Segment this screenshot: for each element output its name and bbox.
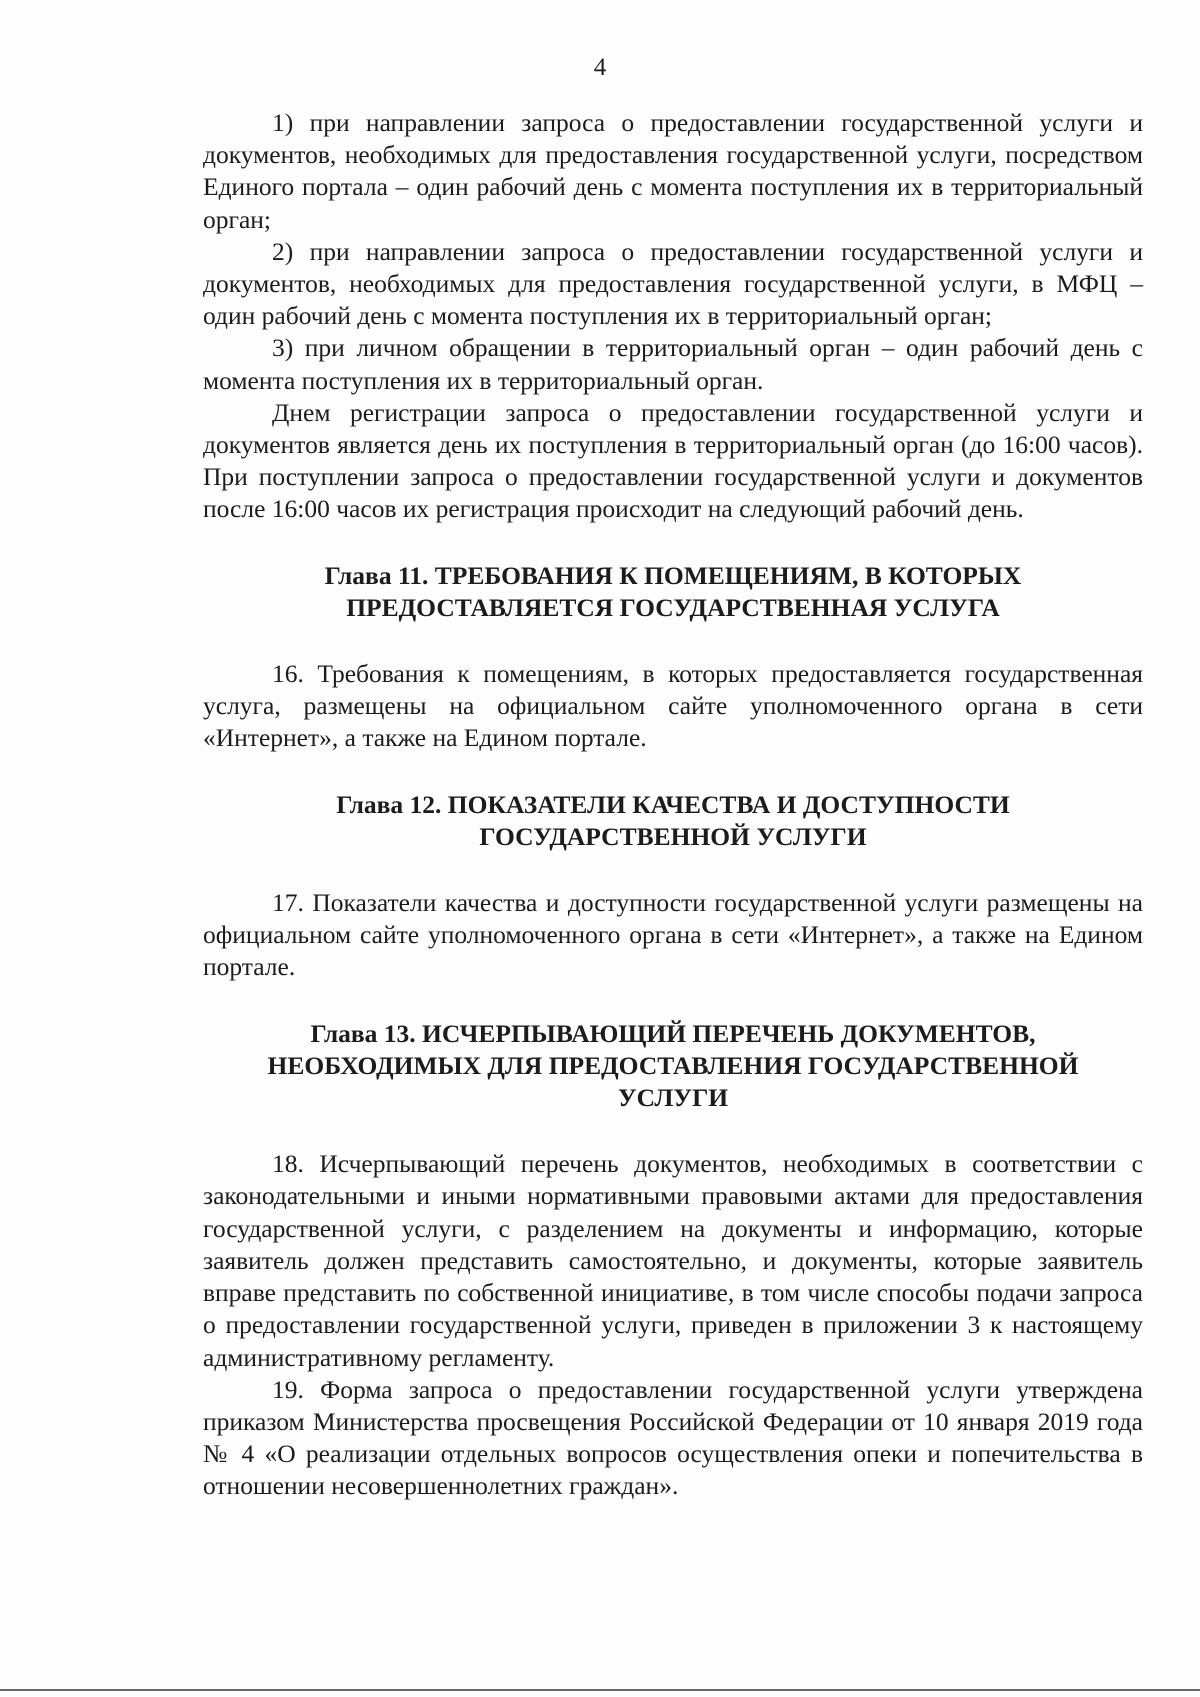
- paragraph-item-3: 3) при личном обращении в территориальный орган – один рабочий день с момента поступления их в территориальный орган.: [203, 333, 1143, 395]
- document-body: [203, 107, 1143, 1503]
- paragraph-registration-day: Днем регистрации запроса о предоставлении государственной услуги и документов является день их поступления в территориальный орган (до 16:00 часов). При поступлении запроса о предоставлении государственной услуги и документов после 16:00 часов их регистрация происходит на следующий рабочий день.: [203, 397, 1143, 524]
- chapter-11-heading: Глава 11. ТРЕБОВАНИЯ К ПОМЕЩЕНИЯМ, В КОТОРЫХ ПРЕДОСТАВЛЯЕТСЯ ГОСУДАРСТВЕННАЯ УСЛУГА: [324, 560, 1022, 622]
- chapter-12-heading: Глава 12. ПОКАЗАТЕЛИ КАЧЕСТВА И ДОСТУПНОСТИ ГОСУДАРСТВЕННОЙ УСЛУГИ: [336, 789, 1010, 851]
- paragraph-18: 18. Исчерпывающий перечень документов, необходимых в соответствии с законодательными и иными нормативными правовыми актами для предоставления государственной услуги, с разделением на документы и информацию, которые заявитель должен представить самостоятельно, и документы, которые заявитель вправе представить по собственной инициативе, в том числе способы подачи запроса о предоставлении государственной услуги, приведен в приложении 3 к настоящему административному регламенту.: [203, 1149, 1143, 1372]
- paragraph-16: 16. Требования к помещениям, в которых предоставляется государственная услуга, размещены на официальном сайте уполномоченного органа в сети «Интернет», а также на Едином портале.: [203, 659, 1143, 753]
- bottom-scan-edge: [0, 1689, 1200, 1691]
- paragraph-19: 19. Форма запроса о предоставлении государственной услуги утверждена приказом Министерства просвещения Российской Федерации от 10 января 2019 года № 4 «О реализации отдельных вопросов осуществления опеки и попечительства в отношении несовершеннолетних граждан».: [203, 1374, 1143, 1501]
- paragraph-item-1: 1) при направлении запроса о предоставлении государственной услуги и документов, необходимых для предоставления государственной услуги, посредством Единого портала – один рабочий день с момента поступления их в территориальный орган;: [203, 108, 1143, 234]
- paragraph-17: 17. Показатели качества и доступности государственной услуги размещены на официальном сайте уполномоченного органа в сети «Интернет», а также на Едином портале.: [203, 888, 1143, 982]
- paragraph-item-2: 2) при направлении запроса о предоставлении государственной услуги и документов, необходимых для предоставления государственной услуги, в МФЦ – один рабочий день с момента поступления их в территориальный орган;: [203, 236, 1143, 331]
- chapter-13-heading: Глава 13. ИСЧЕРПЫВАЮЩИЙ ПЕРЕЧЕНЬ ДОКУМЕНТОВ, НЕОБХОДИМЫХ ДЛЯ ПРЕДОСТАВЛЕНИЯ ГОСУДАРСТВЕННОЙ УСЛУГИ: [267, 1018, 1079, 1113]
- page-number: 4: [593, 54, 607, 81]
